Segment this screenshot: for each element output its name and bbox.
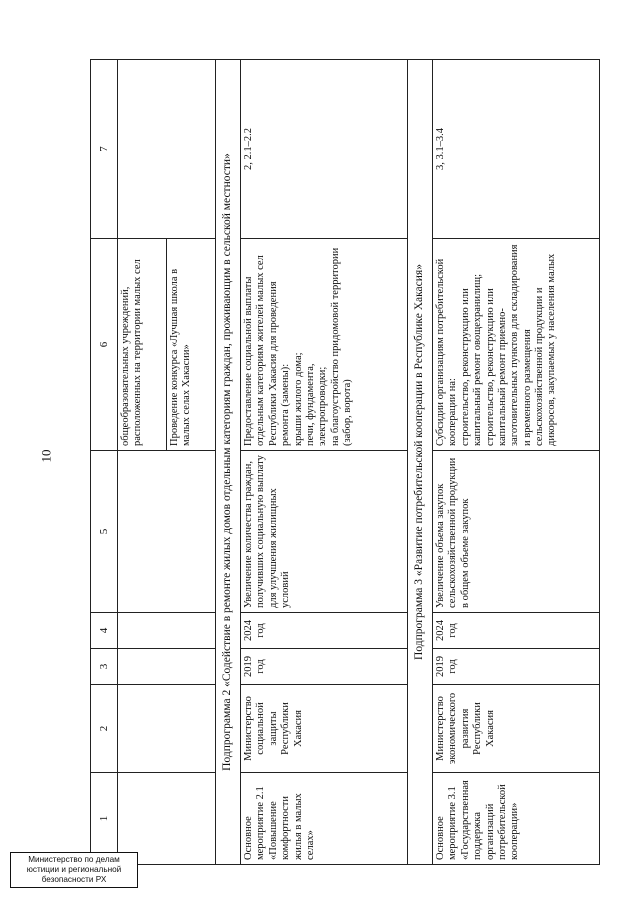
direction-line: на благоустройство придомовой территории (забор, ворота) (329, 247, 353, 446)
program-table (90, 59, 600, 865)
linked-indicators: 3, 3.1–3.4 (433, 60, 600, 239)
header-cell: 5 (91, 451, 118, 613)
direction-line: Субсидии организациям потребительской кооперации на: (435, 258, 459, 446)
contest-text: Проведение конкурса «Лучшая школа в малых селах Хакасии» (167, 239, 216, 451)
expected-result: Увеличение количества граждан, получивших социальную выплату для улучшения жилищных условий (241, 451, 408, 613)
stamp-line: безопасности РХ (41, 874, 107, 884)
registration-stamp (10, 852, 138, 888)
header-cell: 2 (91, 685, 118, 773)
start-year: 2019 год (433, 649, 600, 685)
executor: Министерство социальной защиты Республики Хакасия (241, 685, 408, 773)
executor: Министерство экономического развития Республики Хакасия (433, 685, 600, 773)
direction-line: строительство, реконструкцию или капитальный ремонт овощехранилищ; (459, 273, 484, 446)
end-year: 2024 год (433, 613, 600, 649)
measure-name: Основное мероприятие 3.1 «Государственная поддержка организаций потребительской кооперации» (433, 773, 600, 865)
measure-2-1-row (241, 60, 408, 865)
subprogram-2-title: Подпрограмма 2 «Содействие в ремонте жилых домов отдельным категориям граждан, проживающим в сельской местности» (216, 60, 241, 865)
stamp-line: Министерство по делам (28, 855, 120, 864)
page-number: 10 (38, 449, 54, 463)
stamp-line: юстиции и региональной (26, 864, 122, 874)
continued-row-a (118, 60, 167, 865)
header-cell: 6 (91, 239, 118, 451)
direction-line: строительство, реконструкцию или капитальный ремонт приемно-заготовительных пунктов для складирования и временного размещения сельскохозяйственной продукции и дикоросов, закупаемых у населения малых (484, 244, 558, 446)
direction-line: Предоставление социальной выплаты отдельным категориям жителей малых сел Республики Хакасия для проведения ремонта (замены): (243, 255, 292, 446)
header-cell: 7 (91, 60, 118, 239)
direction-line: печи, фундамента, (304, 363, 316, 446)
subprogram-3-title: Подпрограмма 3 «Развитие потребительской кооперации в Республике Хакасия» (408, 60, 433, 865)
subprogram-2-row (216, 60, 241, 865)
direction-line: крыши жилого дома; (292, 352, 304, 446)
header-cell: 3 (91, 649, 118, 685)
end-year: 2024 год (241, 613, 408, 649)
subprogram-3-row (408, 60, 433, 865)
measure-3-1-row (433, 60, 600, 865)
start-year: 2019 год (241, 649, 408, 685)
measure-name: Основное мероприятие 2.1 «Повышение комфортности жилья в малых селах» (241, 773, 408, 865)
directions (241, 239, 408, 451)
header-cell: 1 (91, 773, 118, 865)
directions (433, 239, 600, 451)
rotated-table-wrapper (90, 60, 615, 865)
header-cell: 4 (91, 613, 118, 649)
expected-result: Увеличение объема закупок сельскохозяйственной продукции в общем объеме закупок (433, 451, 600, 613)
linked-indicators: 2, 2.1–2.2 (241, 60, 408, 239)
header-row (91, 60, 118, 865)
continued-text: общеобразовательных учреждений, расположенных на территории малых сел (118, 239, 167, 451)
direction-line: электропроводки; (317, 366, 329, 446)
